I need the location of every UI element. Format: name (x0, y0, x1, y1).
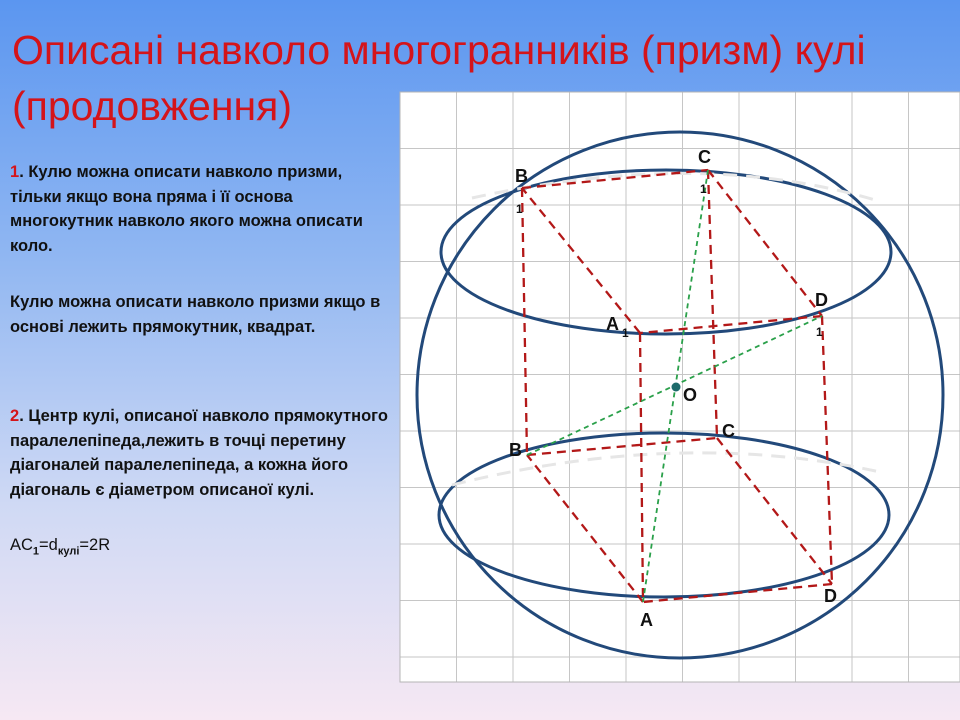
point-1-number: 1 (10, 163, 20, 181)
formula-part-1: AC (10, 536, 33, 554)
label-c: C (722, 421, 735, 441)
label-c1-sub: 1 (700, 182, 707, 196)
label-o: O (683, 385, 698, 405)
label-b1-sub: 1 (516, 202, 523, 216)
label-d1: D (815, 290, 828, 310)
label-a1-sub: 1 (622, 326, 629, 340)
point-1-body: . Кулю можна описати навколо призми, тільки якщо вона пряма і її основа многокутник навколо якого можна описати коло. (10, 163, 363, 255)
slide-title: Описані навколо многогранників (призм) кулі (продовження) (12, 27, 866, 129)
formula-sub-2: кулі (57, 545, 80, 558)
label-a: A (640, 610, 653, 630)
label-d: D (824, 586, 837, 606)
point-middle-text: Кулю можна описати навколо призми якщо в основі лежить прямокутник, квадрат. (10, 293, 381, 336)
point-2-number: 2 (10, 407, 20, 425)
formula-part-3: =2R (79, 536, 111, 554)
label-a1: A (606, 314, 619, 334)
formula-part-2: =d (39, 536, 58, 554)
formula-sub-1: 1 (32, 545, 40, 558)
label-d1-sub: 1 (816, 325, 823, 339)
label-b1: B (515, 166, 528, 186)
label-b: B (509, 440, 522, 460)
center-point (672, 383, 681, 392)
point-2-body: . Центр кулі, описаної навколо прямокутного паралелепіпеда,лежить в точці перетину діагоналей паралелепіпеда, а кожна його діагональ є діаметром описаної кулі. (10, 407, 388, 499)
label-c1: C (698, 147, 711, 167)
